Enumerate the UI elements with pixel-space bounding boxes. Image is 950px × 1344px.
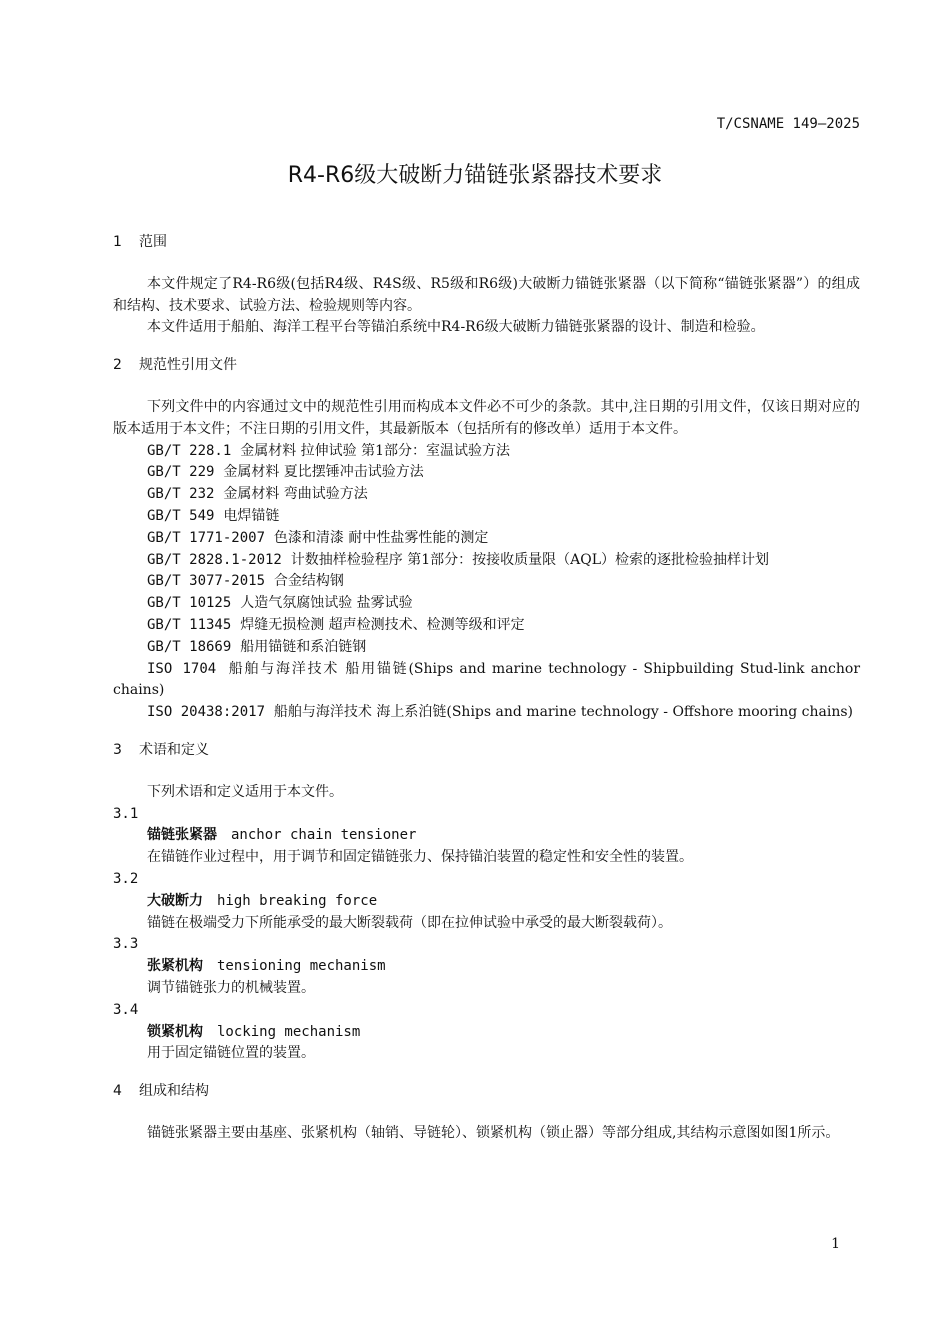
term-number: 3.1 — [113, 805, 139, 822]
reference-item — [113, 615, 860, 637]
reference-item — [113, 462, 860, 484]
section-title: 范围 — [139, 234, 167, 250]
reference-title: 金属材料 拉伸试验 第1部分：室温试验方法 — [240, 442, 511, 459]
term-chinese: 锚链张紧器 — [147, 827, 217, 844]
reference-title: 焊缝无损检测 超声检测技术、检测等级和评定 — [240, 616, 525, 633]
term-name — [113, 956, 860, 978]
term-definition: 锚链在极端受力下所能承受的最大断裂载荷（即在拉伸试验中承受的最大断裂载荷）。 — [147, 914, 672, 931]
term-definition: 调节锚链张力的机械装置。 — [147, 979, 315, 996]
reference-item — [113, 702, 860, 724]
reference-code: GB/T 228.1 — [147, 442, 232, 459]
paragraph: 锚链张紧器主要由基座、张紧机构（轴销、导链轮）、锁紧机构（锁止器）等部分组成,其结构示意图如图1所示。 — [147, 1124, 840, 1141]
reference-title: 金属材料 夏比摆锤冲击试验方法 — [223, 464, 424, 481]
reference-title: 人造气氛腐蚀试验 盐雾试验 — [240, 595, 413, 612]
reference-title: 计数抽样检验程序 第1部分：按接收质量限（AQL）检索的逐批检验抽样计划 — [290, 551, 770, 568]
reference-item — [113, 550, 860, 572]
reference-code: GB/T 232 — [147, 486, 215, 503]
section-title: 规范性引用文件 — [139, 357, 237, 374]
section-heading-composition — [113, 1081, 860, 1103]
section-number: 3 — [113, 741, 122, 758]
reference-item — [113, 571, 860, 593]
reference-code: GB/T 2828.1-2012 — [147, 551, 282, 568]
term-english: high breaking force — [217, 892, 378, 909]
term-chinese: 张紧机构 — [147, 958, 203, 975]
reference-item — [113, 506, 860, 528]
paragraph: 下列术语和定义适用于本文件。 — [147, 783, 343, 800]
section-heading-normative-references — [113, 355, 860, 377]
term-entry — [113, 869, 860, 934]
reference-code: ISO 1704 — [147, 660, 217, 677]
section-title: 组成和结构 — [139, 1083, 209, 1100]
section-heading-scope — [113, 232, 860, 254]
term-entry — [113, 804, 860, 869]
document-code: T/CSNAME 149—2025 — [716, 116, 860, 132]
reference-item — [113, 441, 860, 463]
term-definition: 在锚链作业过程中，用于调节和固定锚链张力、保持锚泊装置的稳定性和安全性的装置。 — [147, 849, 693, 866]
term-entry — [113, 1000, 860, 1065]
term-english: locking mechanism — [217, 1023, 361, 1040]
reference-item — [113, 637, 860, 659]
reference-title: 色漆和清漆 耐中性盐雾性能的测定 — [273, 529, 489, 546]
term-name — [113, 825, 860, 847]
section-heading-terms — [113, 740, 860, 762]
document-body — [113, 232, 860, 1145]
term-number: 3.4 — [113, 1001, 139, 1018]
reference-title: 金属材料 弯曲试验方法 — [223, 486, 368, 503]
reference-code: GB/T 1771-2007 — [147, 529, 266, 546]
section-number: 4 — [113, 1083, 122, 1100]
paragraph: 下列文件中的内容通过文中的规范性引用而构成本文件必不可少的条款。其中,注日期的引用文件，仅该日期对应的版本适用于本文件；不注日期的引用文件，其最新版本（包括所有的修改单）适用于本文件。 — [113, 398, 860, 437]
reference-code: GB/T 3077-2015 — [147, 573, 266, 590]
reference-code: ISO 20438:2017 — [147, 704, 266, 721]
paragraph: 本文件适用于船舶、海洋工程平台等锚泊系统中R4-R6级大破断力锚链张紧器的设计、制造和检验。 — [147, 319, 765, 336]
reference-item — [113, 484, 860, 506]
section-title: 术语和定义 — [139, 741, 209, 758]
term-definition: 用于固定锚链位置的装置。 — [147, 1045, 315, 1062]
term-name — [113, 891, 860, 913]
term-name — [113, 1022, 860, 1044]
reference-title: 电焊锚链 — [223, 507, 280, 524]
reference-code: GB/T 18669 — [147, 638, 232, 655]
term-chinese: 锁紧机构 — [147, 1023, 203, 1040]
reference-code: GB/T 229 — [147, 464, 215, 481]
reference-item — [113, 659, 860, 703]
term-chinese: 大破断力 — [147, 892, 203, 909]
reference-title: 合金结构钢 — [273, 573, 344, 590]
reference-item — [113, 528, 860, 550]
term-english: anchor chain tensioner — [231, 827, 417, 844]
section-number: 1 — [113, 234, 122, 250]
term-number: 3.2 — [113, 870, 139, 887]
term-english: tensioning mechanism — [217, 958, 386, 975]
reference-title: 船用锚链和系泊链钢 — [240, 638, 367, 655]
reference-item — [113, 593, 860, 615]
reference-code: GB/T 10125 — [147, 595, 232, 612]
term-number: 3.3 — [113, 936, 139, 953]
paragraph: 本文件规定了R4-R6级(包括R4级、R4S级、R5级和R6级)大破断力锚链张紧器（以下简称“锚链张紧器”）的组成和结构、技术要求、试验方法、检验规则等内容。 — [113, 275, 860, 314]
document-title: R4-R6级大破断力锚链张紧器技术要求 — [287, 163, 663, 188]
reference-code: GB/T 11345 — [147, 616, 232, 633]
section-number: 2 — [113, 357, 122, 374]
reference-title: 船舶与海洋技术 船用锚链(Ships and marine technology - Shipbuilding Stud-link anchor chains) — [113, 660, 861, 699]
page-number: 1 — [831, 1236, 840, 1252]
reference-code: GB/T 549 — [147, 507, 215, 524]
term-entry — [113, 934, 860, 999]
reference-title: 船舶与海洋技术 海上系泊链(Ships and marine technology - Offshore mooring chains) — [273, 704, 854, 721]
